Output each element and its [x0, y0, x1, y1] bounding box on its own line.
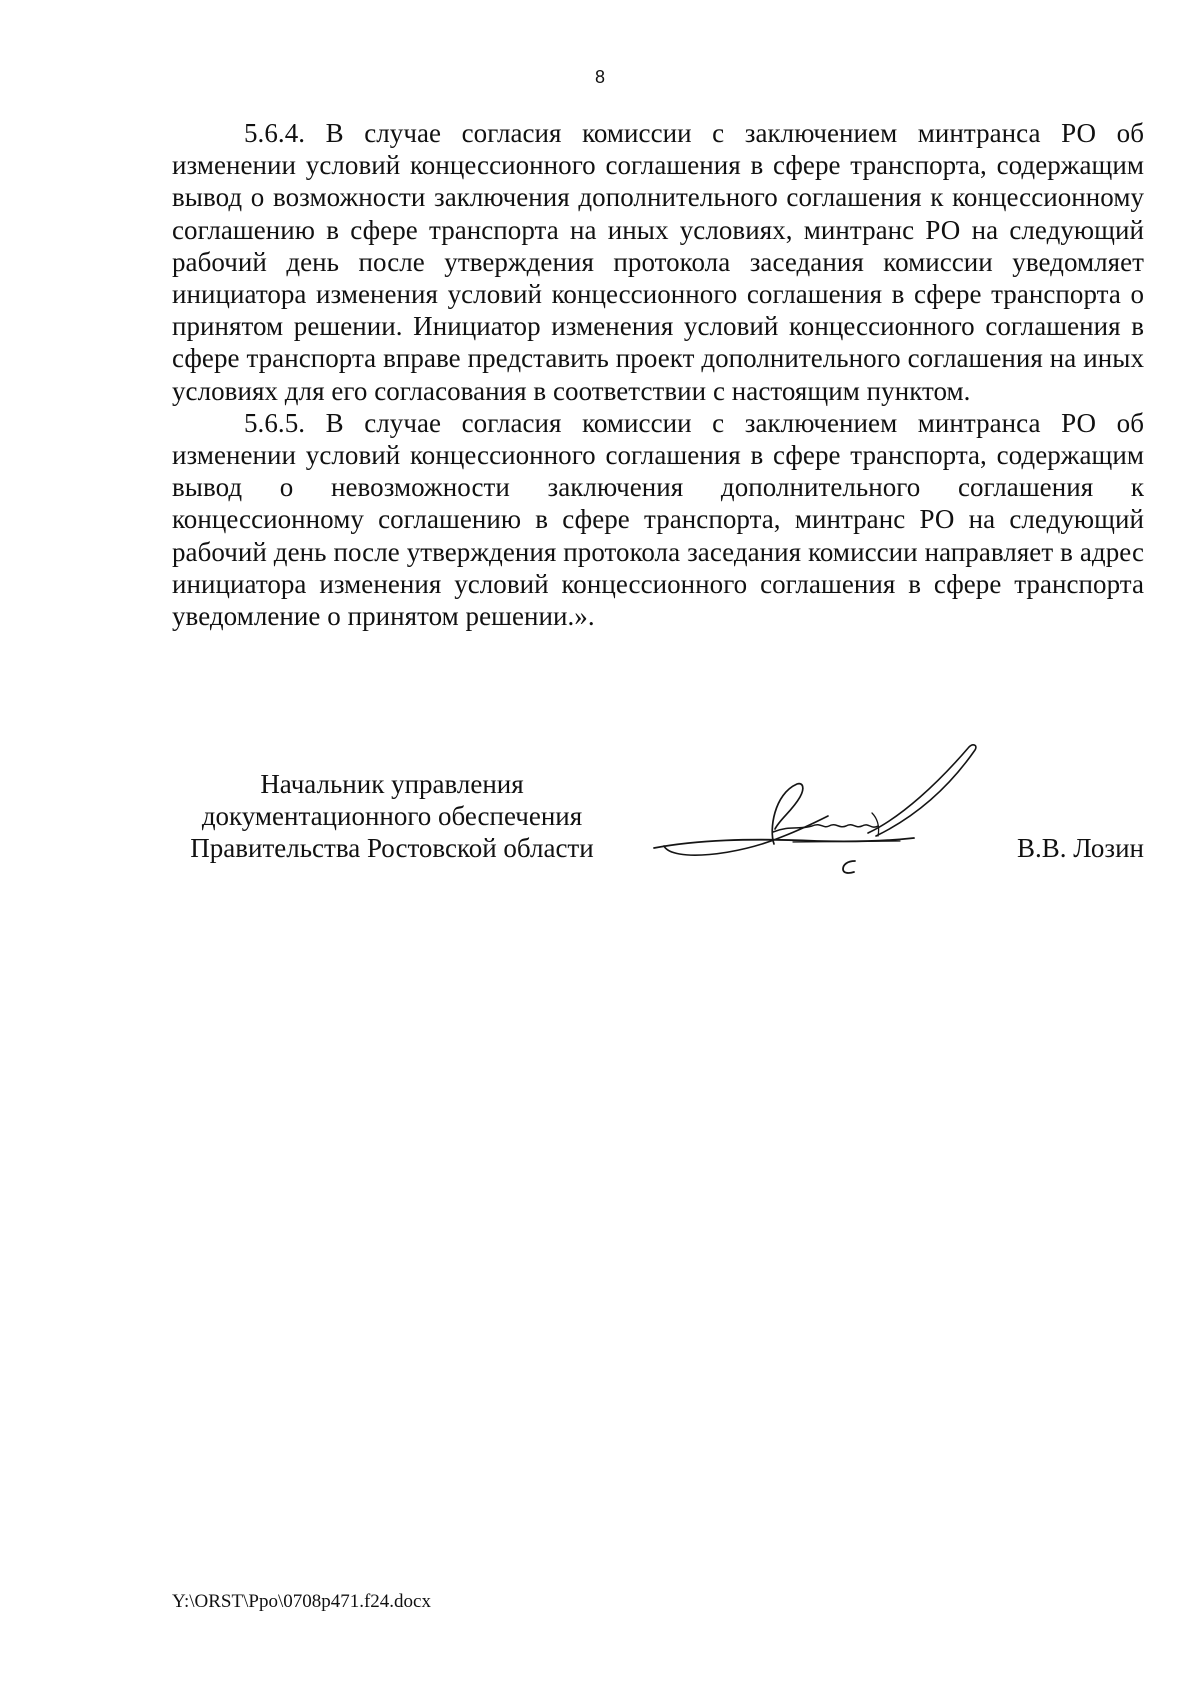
signer-position-line: Начальник управления	[260, 769, 524, 799]
signer-position-line: Правительства Ростовской области	[190, 833, 594, 863]
page-number: 8	[594, 67, 605, 87]
document-body	[172, 117, 1144, 632]
signer-position-line: документационного обеспечения	[201, 801, 583, 831]
paragraph-5-6-4: 5.6.4. В случае согласия комиссии с заключением минтранса РО об изменении условий концессионного соглашения в сфере транспорта, содержащим вывод о возможности заключения дополнительного соглашения к концессионному соглашению в сфере транспорта на иных условиях, минтранс РО на следующий рабочий день после утверждения протокола заседания комиссии уведомляет инициатора изменения условий концессионного соглашения в сфере транспорта о принятом решении. Инициатор изменения условий концессионного соглашения в сфере транспорта вправе представить проект дополнительного соглашения на иных условиях для его согласования в соответствии с настоящим пунктом.	[172, 118, 1144, 406]
signer-position	[172, 768, 612, 864]
signer-name: В.В. Лозин	[1017, 833, 1144, 863]
paragraph-5-6-5: 5.6.5. В случае согласия комиссии с заключением минтранса РО об изменении условий концессионного соглашения в сфере транспорта, содержащим вывод о невозможности заключения дополнительного соглашения к концессионному соглашению в сфере транспорта, минтранс РО на следующий рабочий день после утверждения протокола заседания комиссии направляет в адрес инициатора изменения условий концессионного соглашения в сфере транспорта уведомление о принятом решении.».	[172, 407, 1144, 632]
handwritten-signature	[652, 740, 982, 900]
file-path-footer: Y:\ORST\Ppo\0708p471.f24.docx	[172, 1591, 431, 1612]
signature-block	[172, 768, 1144, 888]
